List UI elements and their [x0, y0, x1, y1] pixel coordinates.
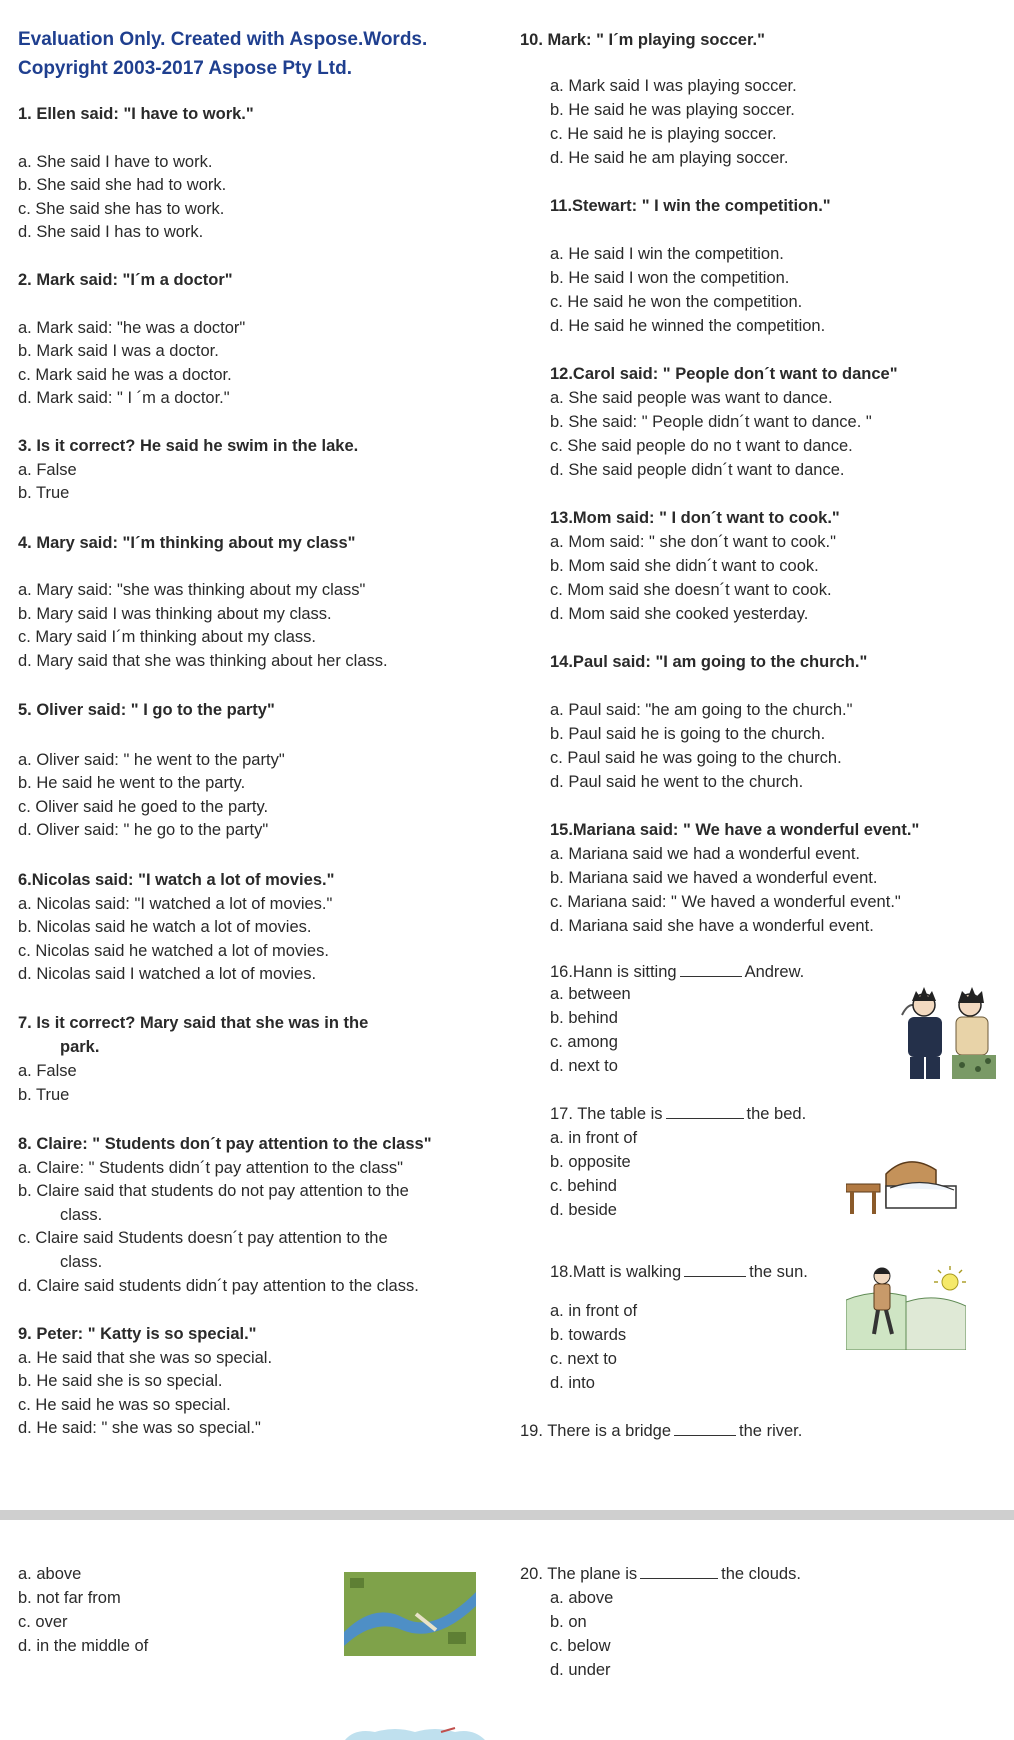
option-1c: c. She said she has to work.: [18, 200, 225, 218]
option-19d: d. in the middle of: [18, 1637, 149, 1655]
bridge-river-illustration: [344, 1572, 476, 1656]
option-1d: d. She said I has to work.: [18, 223, 204, 241]
question-5: 5. Oliver said: " I go to the party": [18, 701, 275, 719]
option-8b: b. Claire said that students do not pay attention to the: [18, 1182, 409, 1200]
option-8a: a. Claire: " Students didn´t pay attention to the class": [18, 1159, 404, 1177]
option-2c: c. Mark said he was a doctor.: [18, 366, 232, 384]
option-18a: a. in front of: [550, 1302, 638, 1320]
option-2b: b. Mark said I was a doctor.: [18, 342, 219, 360]
option-13d: d. Mom said she cooked yesterday.: [550, 605, 809, 623]
option-16d: d. next to: [550, 1057, 618, 1075]
option-11a: a. He said I win the competition.: [550, 245, 784, 263]
option-18d: d. into: [550, 1374, 595, 1392]
option-20a: a. above: [550, 1589, 614, 1607]
question-3: 3. Is it correct? He said he swim in the lake.: [18, 437, 359, 455]
question-20-text: 20. The plane is: [520, 1565, 638, 1583]
option-15c: c. Mariana said: " We haved a wonderful event.": [550, 893, 901, 911]
left-column: [18, 0, 518, 1510]
option-3a: a. False: [18, 461, 77, 479]
question-19: [520, 1421, 802, 1441]
option-5c: c. Oliver said he goed to the party.: [18, 798, 269, 816]
answer-blank-17[interactable]: [666, 1104, 744, 1119]
question-16-tail: Andrew.: [744, 963, 805, 981]
option-4d: d. Mary said that she was thinking about her class.: [18, 652, 388, 670]
question-18-tail: the sun.: [749, 1263, 808, 1281]
option-14d: d. Paul said he went to the church.: [550, 773, 804, 791]
question-8: 8. Claire: " Students don´t pay attention to the class": [18, 1135, 432, 1153]
clouds-illustration: [345, 1726, 485, 1740]
option-4c: c. Mary said I´m thinking about my class.: [18, 628, 317, 646]
option-12b: b. She said: " People didn´t want to dance. ": [550, 413, 872, 431]
option-2d: d. Mark said: " I ´m a doctor.": [18, 389, 230, 407]
option-15a: a. Mariana said we had a wonderful event.: [550, 845, 861, 863]
option-20d: d. under: [550, 1661, 611, 1679]
question-4: 4. Mary said: "I´m thinking about my class": [18, 534, 356, 552]
option-19c: c. over: [18, 1613, 68, 1631]
option-19a: a. above: [18, 1565, 82, 1583]
question-16: [550, 962, 804, 982]
option-10d: d. He said he am playing soccer.: [550, 149, 789, 167]
option-20b: b. on: [550, 1613, 587, 1631]
option-18c: c. next to: [550, 1350, 617, 1368]
page2-right-column: [520, 1520, 1000, 1740]
option-13c: c. Mom said she doesn´t want to cook.: [550, 581, 832, 599]
question-6: 6.Nicolas said: "I watch a lot of movies.": [18, 871, 335, 889]
option-14c: c. Paul said he was going to the church.: [550, 749, 842, 767]
option-9a: a. He said that she was so special.: [18, 1349, 273, 1367]
option-4b: b. Mary said I was thinking about my class.: [18, 605, 332, 623]
worksheet-page-2: [0, 1520, 1014, 1740]
option-8c-cont: class.: [60, 1253, 103, 1271]
question-20: [520, 1564, 801, 1584]
option-15b: b. Mariana said we haved a wonderful event.: [550, 869, 878, 887]
question-17: [550, 1104, 806, 1124]
option-9b: b. He said she is so special.: [18, 1372, 223, 1390]
option-9c: c. He said he was so special.: [18, 1396, 231, 1414]
option-17b: b. opposite: [550, 1153, 631, 1171]
option-1b: b. She said she had to work.: [18, 176, 227, 194]
option-5d: d. Oliver said: " he go to the party": [18, 821, 269, 839]
option-17d: d. beside: [550, 1201, 617, 1219]
question-18-text: 18.Matt is walking: [550, 1263, 682, 1281]
question-13: 13.Mom said: " I don´t want to cook.": [550, 509, 840, 527]
question-16-text: 16.Hann is sitting: [550, 963, 677, 981]
watermark-line-2: Copyright 2003-2017 Aspose Pty Ltd.: [18, 58, 353, 79]
question-18: [550, 1262, 808, 1282]
option-8b-cont: class.: [60, 1206, 103, 1224]
option-16b: b. behind: [550, 1009, 618, 1027]
option-5b: b. He said he went to the party.: [18, 774, 246, 792]
option-5a: a. Oliver said: " he went to the party": [18, 751, 285, 769]
question-1: 1. Ellen said: "I have to work.": [18, 105, 254, 123]
question-10: 10. Mark: " I´m playing soccer.": [520, 31, 765, 49]
question-19-tail: the river.: [739, 1422, 803, 1440]
option-12d: d. She said people didn´t want to dance.: [550, 461, 845, 479]
option-7b: b. True: [18, 1086, 70, 1104]
option-8c: c. Claire said Students doesn´t pay attention to the: [18, 1229, 388, 1247]
page-separator: [0, 1510, 1014, 1520]
option-10b: b. He said he was playing soccer.: [550, 101, 795, 119]
option-6b: b. Nicolas said he watch a lot of movies.: [18, 918, 312, 936]
option-9d: d. He said: " she was so special.": [18, 1419, 261, 1437]
question-17-tail: the bed.: [746, 1105, 807, 1123]
option-11d: d. He said he winned the competition.: [550, 317, 826, 335]
option-6a: a. Nicolas said: "I watched a lot of movies.": [18, 895, 333, 913]
option-11c: c. He said he won the competition.: [550, 293, 803, 311]
option-6d: d. Nicolas said I watched a lot of movies.: [18, 965, 317, 983]
option-12a: a. She said people was want to dance.: [550, 389, 833, 407]
option-14b: b. Paul said he is going to the church.: [550, 725, 826, 743]
option-6c: c. Nicolas said he watched a lot of movies.: [18, 942, 329, 960]
option-14a: a. Paul said: "he am going to the church.": [550, 701, 853, 719]
question-12: 12.Carol said: " People don´t want to dance": [550, 365, 898, 383]
question-20-tail: the clouds.: [721, 1565, 801, 1583]
option-15d: d. Mariana said she have a wonderful event.: [550, 917, 874, 935]
option-17a: a. in front of: [550, 1129, 638, 1147]
option-12c: c. She said people do no t want to dance.: [550, 437, 853, 455]
question-15: 15.Mariana said: " We have a wonderful event.": [550, 821, 920, 839]
question-19-text: 19. There is a bridge: [520, 1422, 672, 1440]
option-17c: c. behind: [550, 1177, 617, 1195]
question-2: 2. Mark said: "I´m a doctor": [18, 271, 233, 289]
answer-blank-18[interactable]: [684, 1262, 746, 1277]
answer-blank-16[interactable]: [680, 962, 742, 977]
question-17-text: 17. The table is: [550, 1105, 663, 1123]
option-10c: c. He said he is playing soccer.: [550, 125, 777, 143]
option-3b: b. True: [18, 484, 70, 502]
question-7: 7. Is it correct? Mary said that she was in the: [18, 1014, 369, 1032]
option-16c: c. among: [550, 1033, 618, 1051]
option-16a: a. between: [550, 985, 631, 1003]
question-11: 11.Stewart: " I win the competition.": [550, 197, 831, 215]
question-9: 9. Peter: " Katty is so special.": [18, 1325, 257, 1343]
option-4a: a. Mary said: "she was thinking about my class": [18, 581, 366, 599]
option-8d: d. Claire said students didn´t pay attention to the class.: [18, 1277, 419, 1295]
option-11b: b. He said I won the competition.: [550, 269, 790, 287]
option-19b: b. not far from: [18, 1589, 121, 1607]
option-18b: b. towards: [550, 1326, 627, 1344]
walking-sun-illustration: [846, 1262, 966, 1350]
question-7-cont: park.: [60, 1038, 100, 1056]
option-10a: a. Mark said I was playing soccer.: [550, 77, 797, 95]
question-14: 14.Paul said: "I am going to the church.": [550, 653, 868, 671]
option-13b: b. Mom said she didn´t want to cook.: [550, 557, 819, 575]
answer-blank-19[interactable]: [674, 1421, 736, 1436]
two-boys-illustration: [896, 975, 1008, 1083]
option-7a: a. False: [18, 1062, 77, 1080]
option-1a: a. She said I have to work.: [18, 153, 213, 171]
answer-blank-20[interactable]: [640, 1564, 718, 1579]
option-13a: a. Mom said: " she don´t want to cook.": [550, 533, 836, 551]
watermark-line-1: Evaluation Only. Created with Aspose.Words.: [18, 29, 428, 50]
option-20c: c. below: [550, 1637, 611, 1655]
table-bed-illustration: [846, 1146, 958, 1218]
option-2a: a. Mark said: "he was a doctor": [18, 319, 246, 337]
